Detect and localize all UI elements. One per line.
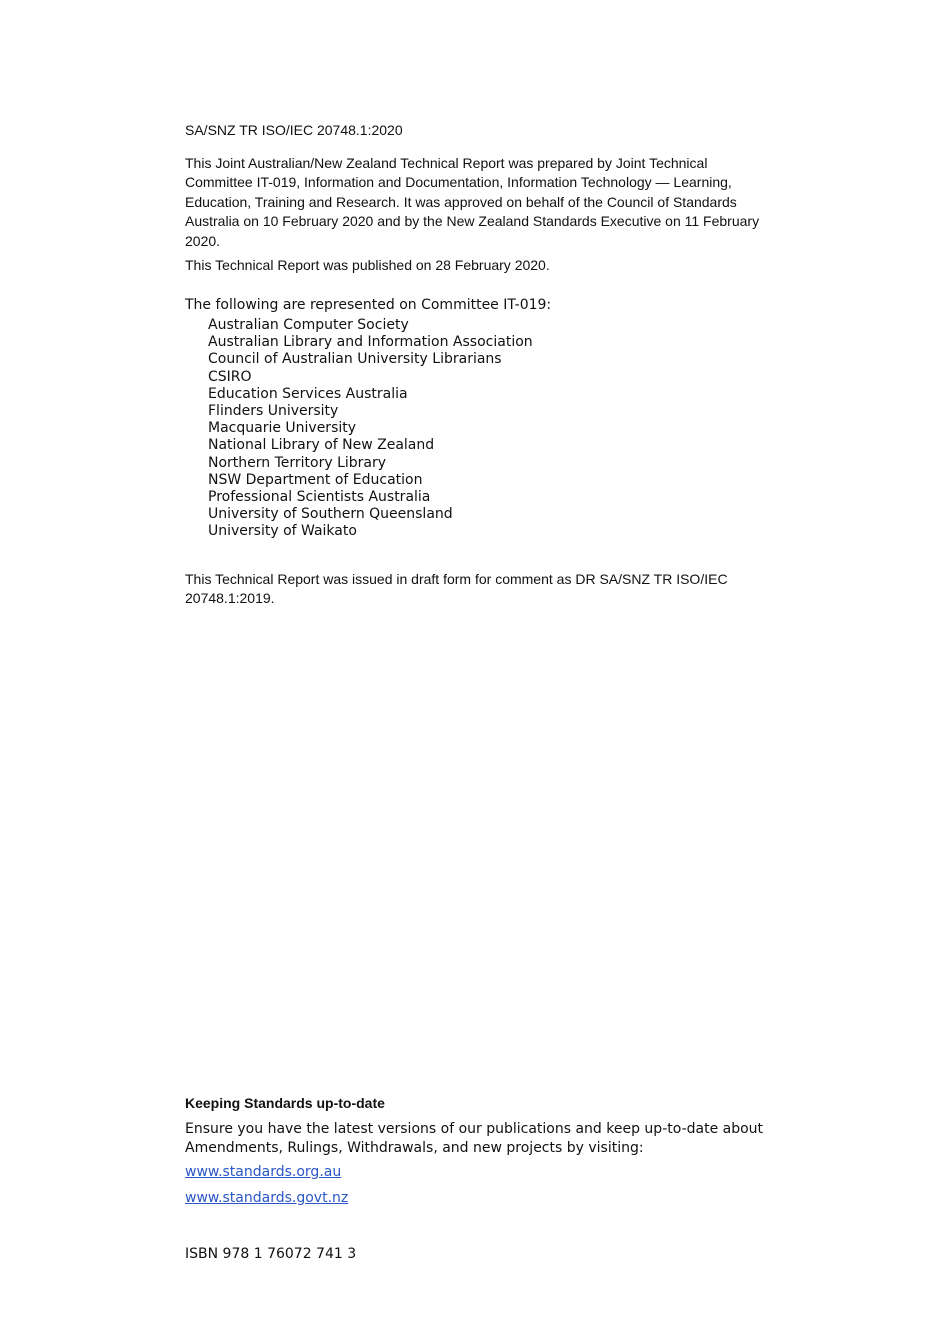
committee-member: University of Waikato xyxy=(208,523,357,540)
committee-member: NSW Department of Education xyxy=(208,471,423,488)
committee-member-list xyxy=(208,317,533,541)
keeping-up-to-date-title: Keeping Standards up-to-date xyxy=(185,1095,385,1111)
committee-member: Flinders University xyxy=(208,403,339,420)
committee-member: Australian Library and Information Association xyxy=(208,334,533,351)
committee-member: Professional Scientists Australia xyxy=(208,489,431,506)
committee-member: National Library of New Zealand xyxy=(208,437,435,454)
document-designation: SA/SNZ TR ISO/IEC 20748.1:2020 xyxy=(185,122,403,138)
committee-member: University of Southern Queensland xyxy=(208,506,453,523)
isbn-number: ISBN 978 1 76072 741 3 xyxy=(185,1246,357,1262)
committee-member: CSIRO xyxy=(208,368,252,385)
preparation-paragraph: This Joint Australian/New Zealand Technical Report was prepared by Joint Technical Committee IT-019, Information and Documentation, Information Technology — Learning, Education, Training and Research. It was approved on behalf of the Council of Standards Australia on 10 February 2020 and by the New Zealand Standards Executive on 11 February 2020. xyxy=(185,155,760,249)
standards-au-link[interactable]: www.standards.org.au xyxy=(185,1164,342,1180)
committee-member: Education Services Australia xyxy=(208,385,408,402)
draft-paragraph: This Technical Report was issued in draft form for comment as DR SA/SNZ TR ISO/IEC 20748.1:2019. xyxy=(185,571,728,607)
publication-paragraph: This Technical Report was published on 28 February 2020. xyxy=(185,257,550,273)
standards-nz-link[interactable]: www.standards.govt.nz xyxy=(185,1190,349,1206)
committee-member: Australian Computer Society xyxy=(208,317,409,333)
standards-au-link-row xyxy=(185,1164,765,1181)
committee-member: Northern Territory Library xyxy=(208,454,387,471)
committee-heading: The following are represented on Committee IT-019: xyxy=(185,297,552,313)
committee-member: Macquarie University xyxy=(208,420,357,437)
committee-member: Council of Australian University Librarians xyxy=(208,351,502,368)
keeping-up-to-date-body: Ensure you have the latest versions of our publications and keep up-to-date about Amendments, Rulings, Withdrawals, and new projects by visiting: xyxy=(185,1121,764,1156)
standards-nz-link-row xyxy=(185,1190,765,1207)
